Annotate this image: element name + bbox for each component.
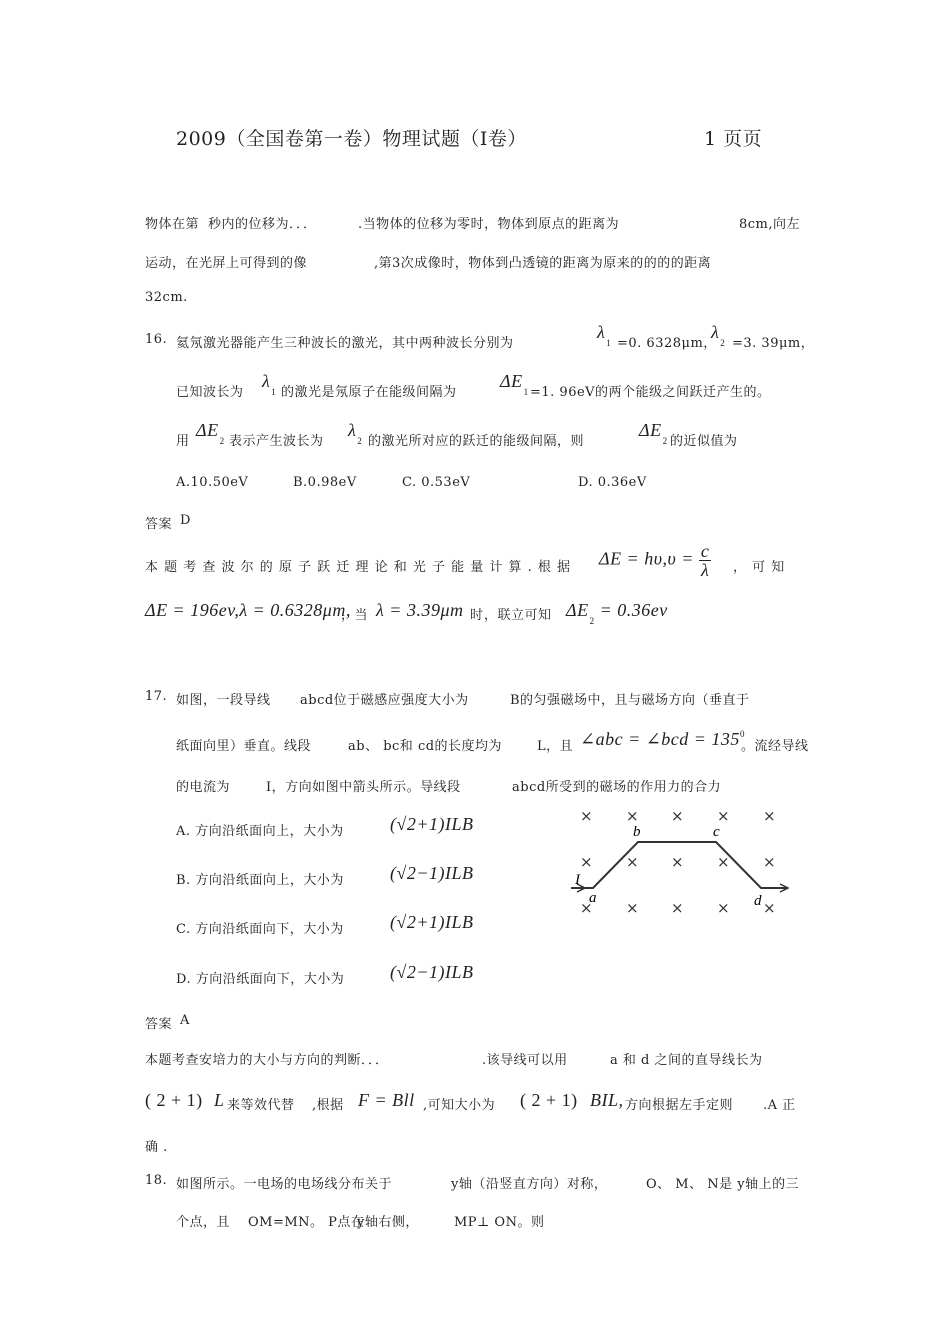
field-cross-mark: × [626, 899, 639, 917]
q17-exp3: 确 . [145, 1140, 168, 1155]
formula-lambda2: λ = 3.39μm [376, 600, 464, 620]
q17-option-d-label: D. 方向沿纸面向下，大小为 [176, 972, 345, 987]
q17-option-c-label: C. 方向沿纸面向下，大小为 [176, 922, 344, 937]
q17-answer: A [180, 1013, 190, 1028]
page-title: 2009（全国卷第一卷）物理试题（Ⅰ卷） [176, 128, 527, 150]
q16-line1: 氦氖激光器能产生三种波长的激光，其中两种波长分别为 [176, 336, 514, 351]
q16-option-a: A.10.50eV [176, 475, 249, 490]
lambda1-symbol: $\lambda_1$ [597, 322, 612, 348]
field-cross-mark: × [671, 899, 684, 917]
formula-angle: ∠abc = ∠bcd = $135^0$ [580, 729, 745, 749]
label-I: I [575, 872, 580, 888]
intro-line1-d: 8cm,向左 [739, 217, 801, 232]
q18-line2-a: 个点，且 [176, 1215, 231, 1230]
q17-exp2-g: .A 正 [763, 1098, 796, 1113]
q17-line3-c: abcd所受到的磁场的作用力的合力 [512, 780, 722, 795]
deltaE2-symbol-2: $\Delta E_2$ [639, 420, 668, 446]
intro-line2-b: ,第 [374, 256, 393, 271]
page-number: 1 页页 [704, 128, 763, 150]
q17-exp1-a: 本题考查安培力的大小与方向的判断．．． [145, 1053, 389, 1068]
field-cross-mark: × [717, 807, 730, 825]
q17-answer-label: 答案 [145, 1017, 173, 1032]
q16-lambda2-value: =3. 39μm， [732, 336, 815, 351]
q17-line2-d: 。流经导线 [741, 739, 809, 754]
q16-line2-a: 已知波长为 [176, 385, 244, 400]
field-cross-mark: × [717, 853, 730, 871]
q17-option-d-expr: (√2−1)ILB [390, 962, 474, 982]
q18-line1-c: O、 M、 N是 y轴上的三 [646, 1177, 800, 1192]
deltaE2-symbol: $\Delta E_2$ [196, 420, 225, 446]
field-cross-mark: × [763, 807, 776, 825]
q17-option-a-label: A. 方向沿纸面向上，大小为 [176, 824, 344, 839]
q16-number: 16. [145, 332, 168, 347]
q16-line3-d: 的近似值为 [670, 434, 738, 449]
intro-line3: 32cm. [145, 290, 188, 305]
q17-exp2-d: ,可知大小为 [423, 1098, 496, 1113]
q17-exp2-L: L [214, 1090, 225, 1110]
lambda2-symbol-2: $\lambda_2$ [348, 420, 363, 446]
q16-answer: D [180, 513, 191, 528]
q16-line3-b: 表示产生波长为 [229, 434, 324, 449]
q17-exp2-f: 方向根据左手定则 [625, 1098, 734, 1113]
field-cross-mark: × [763, 899, 776, 917]
field-cross-mark: × [671, 853, 684, 871]
lambda1-symbol-2: $\lambda_1$ [262, 371, 277, 397]
field-cross-mark: × [580, 899, 593, 917]
q17-line2-b: ab、 bc和 cd的长度均为 [348, 739, 503, 754]
field-crosses [580, 807, 776, 917]
formula-energy: ΔE = hυ,υ = $\frac{c}{\lambda}$ [599, 541, 710, 580]
q17-option-b-expr: (√2−1)ILB [390, 863, 474, 883]
q17-exp2-b: 来等效代替 [227, 1098, 295, 1113]
q18-line2-c: y轴右侧， [357, 1215, 419, 1230]
q16-explanation-tail: ， 可 知 [733, 560, 786, 575]
q18-line1-b: y轴（沿竖直方向）对称， [451, 1177, 608, 1192]
intro-line1-a: 物体在第 [145, 217, 200, 232]
q16-line2-c: =1. 96eV的两个能级之间跃迁产生的。 [530, 385, 771, 400]
intro-line2-c: 3次成像时，物体到凸透镜的距离为原来的的的的距离 [392, 256, 712, 271]
q16-line3-c: 的激光所对应的跃迁的能级间隔，则 [368, 434, 585, 449]
q18-number: 18. [145, 1173, 168, 1188]
q16-option-c: C. 0.53eV [402, 475, 471, 490]
q17-line1-a: 如图，一段导线 [176, 693, 271, 708]
field-cross-mark: × [671, 807, 684, 825]
deltaE1-symbol: $\Delta E_1$ [500, 371, 529, 397]
label-d: d [754, 893, 762, 909]
q17-exp1-c: a 和 d 之间的直导线长为 [610, 1053, 763, 1068]
label-c: c [713, 824, 720, 840]
q17-line3-b: I，方向如图中箭头所示。导线段 [266, 780, 461, 795]
q17-exp2-e: ( 2 + 1) [520, 1090, 578, 1110]
lambda2-symbol: $\lambda_2$ [711, 322, 726, 348]
q16-answer-label: 答案 [145, 517, 173, 532]
intro-line1-b: 秒内的位移为．．． [208, 217, 317, 232]
intro-line2-a: 运动，在光屏上可得到的像 [145, 256, 308, 271]
q16-line3-a: 用 [176, 434, 190, 449]
formula-F: F = Bll [358, 1090, 415, 1110]
formula-result: $\Delta E_2 = 0.36ev$ [566, 600, 668, 626]
q16-exp2-c: ，联立可知 [484, 608, 552, 623]
formula-values: ΔE = 196ev,λ = 0.6328μm, [145, 600, 351, 620]
q16-exp2-b: 时 [470, 608, 484, 623]
q18-line2-d: MP⊥ ON。则 [454, 1215, 545, 1230]
q17-line2-a: 纸面向里）垂直。线段 [176, 739, 312, 754]
q16-option-d: D. 0.36eV [578, 475, 647, 490]
q17-exp2-BIL: BIL, [590, 1090, 624, 1110]
q18-line2-b: OM=MN。 P点在 [248, 1215, 365, 1230]
field-cross-mark: × [580, 807, 593, 825]
field-cross-mark: × [626, 807, 639, 825]
q17-exp1-b: .该导线可以用 [482, 1053, 568, 1068]
q17-line2-c: L，且 [537, 739, 574, 754]
field-cross-mark: × [626, 853, 639, 871]
q16-explanation-line1: 本 题 考 查 波 尔 的 原 子 跃 迁 理 论 和 光 子 能 量 计 算 . 根 据 [145, 560, 572, 575]
q17-exp2-c: ,根据 [312, 1098, 344, 1113]
q17-option-a-expr: (√2+1)ILB [390, 814, 474, 834]
q16-exp2-mid: ，当 [341, 608, 369, 623]
q17-exp2-a: ( 2 + 1) [145, 1090, 203, 1110]
field-cross-mark: × [763, 853, 776, 871]
field-cross-mark: × [717, 899, 730, 917]
label-a: a [589, 890, 597, 906]
q16-line2-b: 的激光是氖原子在能级间隔为 [281, 385, 457, 400]
q16-option-b: B.0.98eV [293, 475, 357, 490]
magnetic-field-wire-figure [563, 802, 798, 932]
fraction-c-over-lambda: $\frac{c}{\lambda}$ [700, 541, 710, 580]
field-cross-mark: × [580, 853, 593, 871]
q16-lambda1-value: =0. 6328μm， [617, 336, 717, 351]
q17-option-b-label: B. 方向沿纸面向上，大小为 [176, 873, 344, 888]
q17-number: 17. [145, 689, 168, 704]
label-b: b [633, 824, 641, 840]
q17-line1-b: abcd位于磁感应强度大小为 [300, 693, 469, 708]
q18-line1-a: 如图所示。一电场的电场线分布关于 [176, 1177, 393, 1192]
q17-option-c-expr: (√2+1)ILB [390, 912, 474, 932]
q17-line3-a: 的电流为 [176, 780, 231, 795]
intro-line1-c: .当物体的位移为零时，物体到原点的距离为 [358, 217, 620, 232]
q17-line1-c: B的匀强磁场中，且与磁场方向（垂直于 [510, 693, 750, 708]
